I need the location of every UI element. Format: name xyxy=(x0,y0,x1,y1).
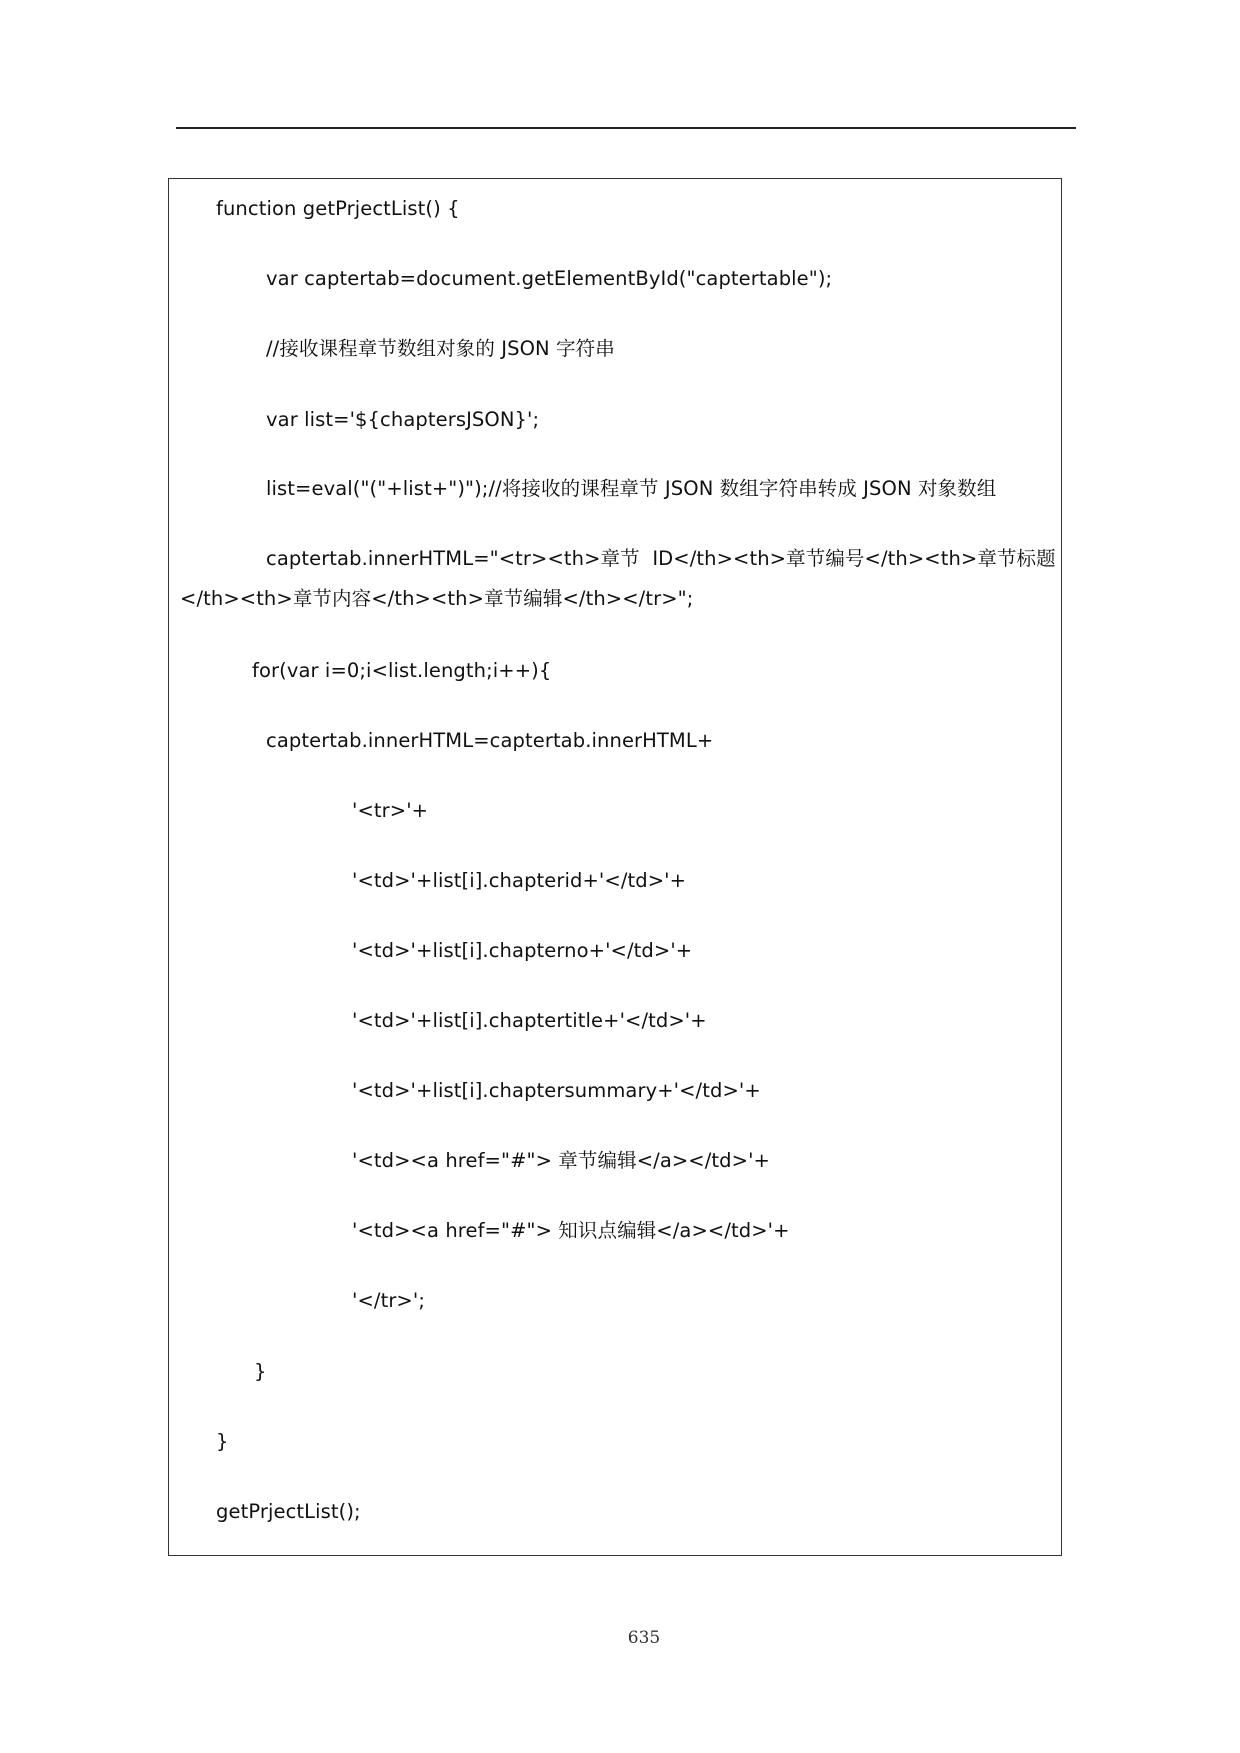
code-line-12: '<td>'+list[i].chapterno+'</td>'+ xyxy=(352,939,693,962)
code-line-close-for: } xyxy=(254,1360,267,1383)
code-line-6-continued: </th><th>章节内容</th><th>章节编辑</th></tr>"; xyxy=(180,587,694,610)
code-line-1: function getPrjectList() { xyxy=(216,197,460,220)
code-line-14: '<td>'+list[i].chaptersummary+'</td>'+ xyxy=(352,1079,761,1102)
code-line-17: '</tr>'; xyxy=(352,1289,426,1312)
code-line-16: '<td><a href="#"> 知识点编辑</a></td>'+ xyxy=(352,1219,790,1242)
code-line-4: var list='${chaptersJSON}'; xyxy=(266,408,540,431)
code-line-6: captertab.innerHTML="<tr><th>章节 ID</th><th>章节编号</th><th>章节标题 xyxy=(266,547,1056,570)
code-line-10: '<tr>'+ xyxy=(352,799,429,822)
code-line-5: list=eval("("+list+")");//将接收的课程章节 JSON 数组字符串转成 JSON 对象数组 xyxy=(266,477,997,500)
code-line-for: for(var i=0;i<list.length;i++){ xyxy=(252,659,552,682)
code-box xyxy=(168,178,1062,1556)
header-rule xyxy=(176,127,1076,129)
code-line-15: '<td><a href="#"> 章节编辑</a></td>'+ xyxy=(352,1149,770,1172)
code-line-9: captertab.innerHTML=captertab.innerHTML+ xyxy=(266,729,714,752)
code-line-call: getPrjectList(); xyxy=(216,1500,361,1523)
code-line-close-function: } xyxy=(216,1430,229,1453)
code-line-11: '<td>'+list[i].chapterid+'</td>'+ xyxy=(352,869,687,892)
code-line-13: '<td>'+list[i].chaptertitle+'</td>'+ xyxy=(352,1009,707,1032)
code-line-2: var captertab=document.getElementById("captertable"); xyxy=(266,267,833,290)
code-comment-line: //接收课程章节数组对象的 JSON 字符串 xyxy=(266,337,615,360)
page-number: 635 xyxy=(627,1628,661,1648)
